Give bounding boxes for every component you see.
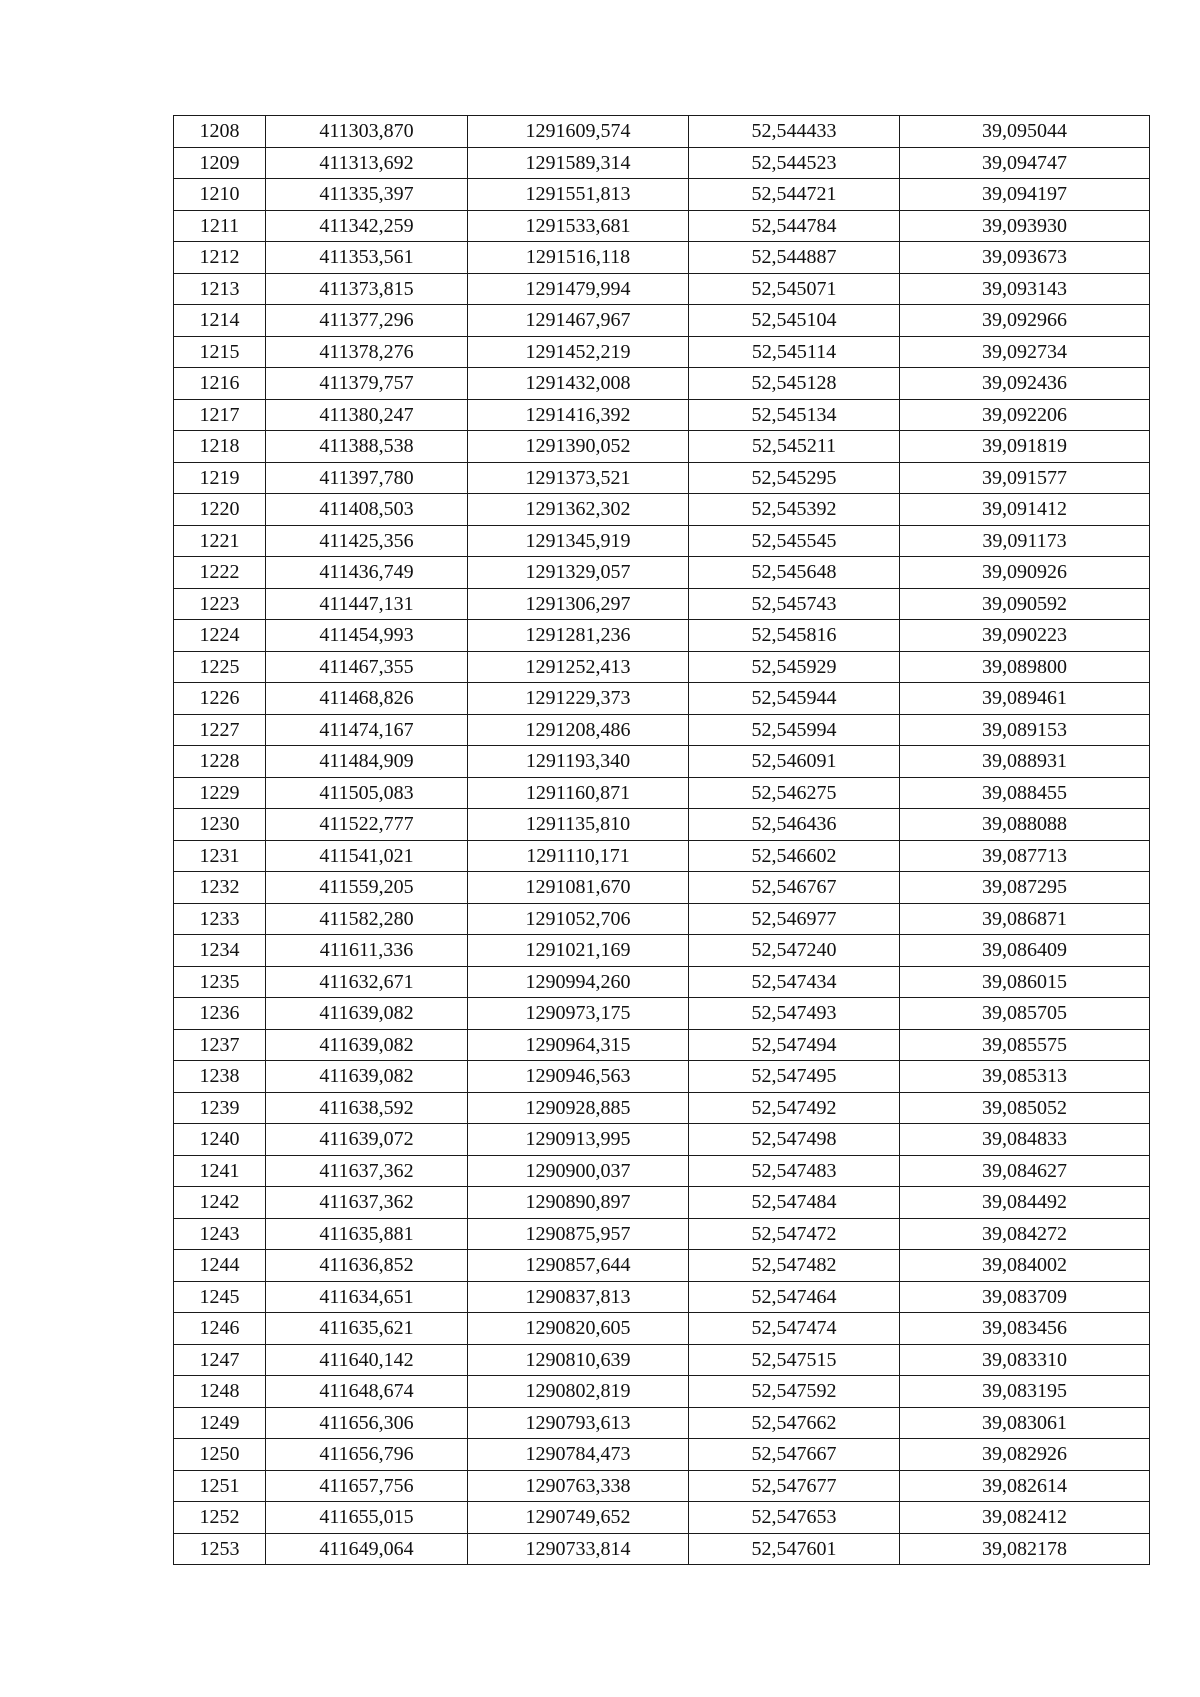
x-coordinate-cell: 411380,247 bbox=[266, 399, 468, 431]
table-row bbox=[174, 462, 1150, 494]
table-row bbox=[174, 714, 1150, 746]
longitude-cell: 39,085313 bbox=[900, 1061, 1150, 1093]
x-coordinate-cell: 411353,561 bbox=[266, 242, 468, 274]
latitude-cell: 52,547677 bbox=[689, 1470, 900, 1502]
y-coordinate-cell: 1291551,813 bbox=[468, 179, 689, 211]
x-coordinate-cell: 411639,082 bbox=[266, 1061, 468, 1093]
longitude-cell: 39,086015 bbox=[900, 966, 1150, 998]
y-coordinate-cell: 1291345,919 bbox=[468, 525, 689, 557]
point-number-cell: 1222 bbox=[174, 557, 266, 589]
table-row bbox=[174, 620, 1150, 652]
longitude-cell: 39,087295 bbox=[900, 872, 1150, 904]
x-coordinate-cell: 411637,362 bbox=[266, 1187, 468, 1219]
x-coordinate-cell: 411657,756 bbox=[266, 1470, 468, 1502]
x-coordinate-cell: 411468,826 bbox=[266, 683, 468, 715]
point-number-cell: 1246 bbox=[174, 1313, 266, 1345]
point-number-cell: 1209 bbox=[174, 147, 266, 179]
table-row bbox=[174, 1029, 1150, 1061]
y-coordinate-cell: 1290964,315 bbox=[468, 1029, 689, 1061]
latitude-cell: 52,547653 bbox=[689, 1502, 900, 1534]
table-row bbox=[174, 1439, 1150, 1471]
longitude-cell: 39,083195 bbox=[900, 1376, 1150, 1408]
latitude-cell: 52,547495 bbox=[689, 1061, 900, 1093]
x-coordinate-cell: 411342,259 bbox=[266, 210, 468, 242]
latitude-cell: 52,546091 bbox=[689, 746, 900, 778]
y-coordinate-cell: 1290784,473 bbox=[468, 1439, 689, 1471]
x-coordinate-cell: 411635,881 bbox=[266, 1218, 468, 1250]
point-number-cell: 1224 bbox=[174, 620, 266, 652]
x-coordinate-cell: 411484,909 bbox=[266, 746, 468, 778]
x-coordinate-cell: 411388,538 bbox=[266, 431, 468, 463]
x-coordinate-cell: 411656,306 bbox=[266, 1407, 468, 1439]
x-coordinate-cell: 411408,503 bbox=[266, 494, 468, 526]
latitude-cell: 52,545134 bbox=[689, 399, 900, 431]
point-number-cell: 1208 bbox=[174, 116, 266, 148]
point-number-cell: 1213 bbox=[174, 273, 266, 305]
x-coordinate-cell: 411373,815 bbox=[266, 273, 468, 305]
y-coordinate-cell: 1290810,639 bbox=[468, 1344, 689, 1376]
y-coordinate-cell: 1291416,392 bbox=[468, 399, 689, 431]
y-coordinate-cell: 1291467,967 bbox=[468, 305, 689, 337]
point-number-cell: 1223 bbox=[174, 588, 266, 620]
coordinates-table-body bbox=[174, 116, 1150, 1565]
x-coordinate-cell: 411303,870 bbox=[266, 116, 468, 148]
x-coordinate-cell: 411637,362 bbox=[266, 1155, 468, 1187]
point-number-cell: 1238 bbox=[174, 1061, 266, 1093]
point-number-cell: 1220 bbox=[174, 494, 266, 526]
table-row bbox=[174, 966, 1150, 998]
table-row bbox=[174, 336, 1150, 368]
table-row bbox=[174, 809, 1150, 841]
latitude-cell: 52,544523 bbox=[689, 147, 900, 179]
x-coordinate-cell: 411639,082 bbox=[266, 1029, 468, 1061]
longitude-cell: 39,092436 bbox=[900, 368, 1150, 400]
latitude-cell: 52,547592 bbox=[689, 1376, 900, 1408]
longitude-cell: 39,085575 bbox=[900, 1029, 1150, 1061]
longitude-cell: 39,084002 bbox=[900, 1250, 1150, 1282]
latitude-cell: 52,547474 bbox=[689, 1313, 900, 1345]
latitude-cell: 52,547498 bbox=[689, 1124, 900, 1156]
longitude-cell: 39,088088 bbox=[900, 809, 1150, 841]
point-number-cell: 1244 bbox=[174, 1250, 266, 1282]
latitude-cell: 52,544433 bbox=[689, 116, 900, 148]
point-number-cell: 1251 bbox=[174, 1470, 266, 1502]
table-row bbox=[174, 903, 1150, 935]
table-row bbox=[174, 746, 1150, 778]
table-row bbox=[174, 1218, 1150, 1250]
point-number-cell: 1225 bbox=[174, 651, 266, 683]
table-row bbox=[174, 1155, 1150, 1187]
y-coordinate-cell: 1291390,052 bbox=[468, 431, 689, 463]
y-coordinate-cell: 1290733,814 bbox=[468, 1533, 689, 1565]
latitude-cell: 52,547492 bbox=[689, 1092, 900, 1124]
point-number-cell: 1215 bbox=[174, 336, 266, 368]
table-row bbox=[174, 1313, 1150, 1345]
point-number-cell: 1230 bbox=[174, 809, 266, 841]
latitude-cell: 52,544887 bbox=[689, 242, 900, 274]
table-row bbox=[174, 242, 1150, 274]
longitude-cell: 39,093673 bbox=[900, 242, 1150, 274]
y-coordinate-cell: 1291281,236 bbox=[468, 620, 689, 652]
y-coordinate-cell: 1291589,314 bbox=[468, 147, 689, 179]
x-coordinate-cell: 411505,083 bbox=[266, 777, 468, 809]
longitude-cell: 39,090926 bbox=[900, 557, 1150, 589]
point-number-cell: 1241 bbox=[174, 1155, 266, 1187]
y-coordinate-cell: 1290890,897 bbox=[468, 1187, 689, 1219]
y-coordinate-cell: 1291609,574 bbox=[468, 116, 689, 148]
latitude-cell: 52,547493 bbox=[689, 998, 900, 1030]
longitude-cell: 39,084272 bbox=[900, 1218, 1150, 1250]
longitude-cell: 39,086409 bbox=[900, 935, 1150, 967]
x-coordinate-cell: 411467,355 bbox=[266, 651, 468, 683]
latitude-cell: 52,547483 bbox=[689, 1155, 900, 1187]
point-number-cell: 1211 bbox=[174, 210, 266, 242]
longitude-cell: 39,091577 bbox=[900, 462, 1150, 494]
table-row bbox=[174, 935, 1150, 967]
table-row bbox=[174, 1344, 1150, 1376]
table-row bbox=[174, 179, 1150, 211]
latitude-cell: 52,545743 bbox=[689, 588, 900, 620]
table-row bbox=[174, 1470, 1150, 1502]
y-coordinate-cell: 1290994,260 bbox=[468, 966, 689, 998]
latitude-cell: 52,545114 bbox=[689, 336, 900, 368]
point-number-cell: 1233 bbox=[174, 903, 266, 935]
longitude-cell: 39,086871 bbox=[900, 903, 1150, 935]
longitude-cell: 39,091412 bbox=[900, 494, 1150, 526]
table-row bbox=[174, 1376, 1150, 1408]
x-coordinate-cell: 411313,692 bbox=[266, 147, 468, 179]
latitude-cell: 52,545104 bbox=[689, 305, 900, 337]
longitude-cell: 39,089800 bbox=[900, 651, 1150, 683]
y-coordinate-cell: 1291329,057 bbox=[468, 557, 689, 589]
y-coordinate-cell: 1290900,037 bbox=[468, 1155, 689, 1187]
longitude-cell: 39,093143 bbox=[900, 273, 1150, 305]
x-coordinate-cell: 411648,674 bbox=[266, 1376, 468, 1408]
x-coordinate-cell: 411634,651 bbox=[266, 1281, 468, 1313]
x-coordinate-cell: 411632,671 bbox=[266, 966, 468, 998]
x-coordinate-cell: 411655,015 bbox=[266, 1502, 468, 1534]
latitude-cell: 52,545211 bbox=[689, 431, 900, 463]
point-number-cell: 1247 bbox=[174, 1344, 266, 1376]
table-row bbox=[174, 1124, 1150, 1156]
y-coordinate-cell: 1290913,995 bbox=[468, 1124, 689, 1156]
longitude-cell: 39,083456 bbox=[900, 1313, 1150, 1345]
x-coordinate-cell: 411638,592 bbox=[266, 1092, 468, 1124]
point-number-cell: 1217 bbox=[174, 399, 266, 431]
y-coordinate-cell: 1291052,706 bbox=[468, 903, 689, 935]
y-coordinate-cell: 1290802,819 bbox=[468, 1376, 689, 1408]
table-row bbox=[174, 557, 1150, 589]
latitude-cell: 52,546275 bbox=[689, 777, 900, 809]
point-number-cell: 1231 bbox=[174, 840, 266, 872]
table-row bbox=[174, 525, 1150, 557]
point-number-cell: 1250 bbox=[174, 1439, 266, 1471]
table-row bbox=[174, 1533, 1150, 1565]
point-number-cell: 1253 bbox=[174, 1533, 266, 1565]
y-coordinate-cell: 1290875,957 bbox=[468, 1218, 689, 1250]
x-coordinate-cell: 411639,072 bbox=[266, 1124, 468, 1156]
y-coordinate-cell: 1290837,813 bbox=[468, 1281, 689, 1313]
y-coordinate-cell: 1291110,171 bbox=[468, 840, 689, 872]
point-number-cell: 1212 bbox=[174, 242, 266, 274]
y-coordinate-cell: 1291160,871 bbox=[468, 777, 689, 809]
latitude-cell: 52,545648 bbox=[689, 557, 900, 589]
longitude-cell: 39,089461 bbox=[900, 683, 1150, 715]
point-number-cell: 1249 bbox=[174, 1407, 266, 1439]
y-coordinate-cell: 1291021,169 bbox=[468, 935, 689, 967]
coordinates-table bbox=[173, 115, 1150, 1565]
table-row bbox=[174, 1281, 1150, 1313]
longitude-cell: 39,082178 bbox=[900, 1533, 1150, 1565]
longitude-cell: 39,090223 bbox=[900, 620, 1150, 652]
longitude-cell: 39,091173 bbox=[900, 525, 1150, 557]
table-row bbox=[174, 494, 1150, 526]
longitude-cell: 39,087713 bbox=[900, 840, 1150, 872]
longitude-cell: 39,093930 bbox=[900, 210, 1150, 242]
latitude-cell: 52,545944 bbox=[689, 683, 900, 715]
table-row bbox=[174, 305, 1150, 337]
table-row bbox=[174, 147, 1150, 179]
y-coordinate-cell: 1291452,219 bbox=[468, 336, 689, 368]
latitude-cell: 52,545071 bbox=[689, 273, 900, 305]
latitude-cell: 52,545929 bbox=[689, 651, 900, 683]
point-number-cell: 1210 bbox=[174, 179, 266, 211]
longitude-cell: 39,094747 bbox=[900, 147, 1150, 179]
point-number-cell: 1229 bbox=[174, 777, 266, 809]
table-row bbox=[174, 210, 1150, 242]
latitude-cell: 52,547240 bbox=[689, 935, 900, 967]
latitude-cell: 52,547482 bbox=[689, 1250, 900, 1282]
longitude-cell: 39,091819 bbox=[900, 431, 1150, 463]
latitude-cell: 52,545128 bbox=[689, 368, 900, 400]
y-coordinate-cell: 1291229,373 bbox=[468, 683, 689, 715]
longitude-cell: 39,092734 bbox=[900, 336, 1150, 368]
x-coordinate-cell: 411582,280 bbox=[266, 903, 468, 935]
table-row bbox=[174, 840, 1150, 872]
longitude-cell: 39,084627 bbox=[900, 1155, 1150, 1187]
x-coordinate-cell: 411541,021 bbox=[266, 840, 468, 872]
x-coordinate-cell: 411522,777 bbox=[266, 809, 468, 841]
x-coordinate-cell: 411474,167 bbox=[266, 714, 468, 746]
y-coordinate-cell: 1291135,810 bbox=[468, 809, 689, 841]
latitude-cell: 52,546602 bbox=[689, 840, 900, 872]
point-number-cell: 1218 bbox=[174, 431, 266, 463]
point-number-cell: 1221 bbox=[174, 525, 266, 557]
longitude-cell: 39,084492 bbox=[900, 1187, 1150, 1219]
latitude-cell: 52,546977 bbox=[689, 903, 900, 935]
x-coordinate-cell: 411611,336 bbox=[266, 935, 468, 967]
y-coordinate-cell: 1290928,885 bbox=[468, 1092, 689, 1124]
longitude-cell: 39,084833 bbox=[900, 1124, 1150, 1156]
x-coordinate-cell: 411425,356 bbox=[266, 525, 468, 557]
y-coordinate-cell: 1290973,175 bbox=[468, 998, 689, 1030]
longitude-cell: 39,082412 bbox=[900, 1502, 1150, 1534]
x-coordinate-cell: 411447,131 bbox=[266, 588, 468, 620]
x-coordinate-cell: 411635,621 bbox=[266, 1313, 468, 1345]
latitude-cell: 52,546436 bbox=[689, 809, 900, 841]
point-number-cell: 1242 bbox=[174, 1187, 266, 1219]
longitude-cell: 39,089153 bbox=[900, 714, 1150, 746]
latitude-cell: 52,545392 bbox=[689, 494, 900, 526]
latitude-cell: 52,545545 bbox=[689, 525, 900, 557]
latitude-cell: 52,547464 bbox=[689, 1281, 900, 1313]
x-coordinate-cell: 411559,205 bbox=[266, 872, 468, 904]
x-coordinate-cell: 411640,142 bbox=[266, 1344, 468, 1376]
point-number-cell: 1239 bbox=[174, 1092, 266, 1124]
point-number-cell: 1240 bbox=[174, 1124, 266, 1156]
y-coordinate-cell: 1291432,008 bbox=[468, 368, 689, 400]
longitude-cell: 39,090592 bbox=[900, 588, 1150, 620]
table-row bbox=[174, 1502, 1150, 1534]
y-coordinate-cell: 1291479,994 bbox=[468, 273, 689, 305]
latitude-cell: 52,547662 bbox=[689, 1407, 900, 1439]
point-number-cell: 1236 bbox=[174, 998, 266, 1030]
latitude-cell: 52,545816 bbox=[689, 620, 900, 652]
latitude-cell: 52,544721 bbox=[689, 179, 900, 211]
y-coordinate-cell: 1290857,644 bbox=[468, 1250, 689, 1282]
point-number-cell: 1245 bbox=[174, 1281, 266, 1313]
x-coordinate-cell: 411335,397 bbox=[266, 179, 468, 211]
y-coordinate-cell: 1291208,486 bbox=[468, 714, 689, 746]
point-number-cell: 1219 bbox=[174, 462, 266, 494]
latitude-cell: 52,544784 bbox=[689, 210, 900, 242]
x-coordinate-cell: 411656,796 bbox=[266, 1439, 468, 1471]
table-row bbox=[174, 273, 1150, 305]
point-number-cell: 1243 bbox=[174, 1218, 266, 1250]
latitude-cell: 52,547515 bbox=[689, 1344, 900, 1376]
latitude-cell: 52,547494 bbox=[689, 1029, 900, 1061]
point-number-cell: 1216 bbox=[174, 368, 266, 400]
table-row bbox=[174, 1061, 1150, 1093]
latitude-cell: 52,547601 bbox=[689, 1533, 900, 1565]
longitude-cell: 39,083310 bbox=[900, 1344, 1150, 1376]
longitude-cell: 39,088931 bbox=[900, 746, 1150, 778]
table-row bbox=[174, 998, 1150, 1030]
point-number-cell: 1234 bbox=[174, 935, 266, 967]
y-coordinate-cell: 1291362,302 bbox=[468, 494, 689, 526]
y-coordinate-cell: 1291533,681 bbox=[468, 210, 689, 242]
point-number-cell: 1232 bbox=[174, 872, 266, 904]
point-number-cell: 1237 bbox=[174, 1029, 266, 1061]
point-number-cell: 1226 bbox=[174, 683, 266, 715]
y-coordinate-cell: 1291373,521 bbox=[468, 462, 689, 494]
table-row bbox=[174, 777, 1150, 809]
longitude-cell: 39,094197 bbox=[900, 179, 1150, 211]
longitude-cell: 39,088455 bbox=[900, 777, 1150, 809]
latitude-cell: 52,547472 bbox=[689, 1218, 900, 1250]
x-coordinate-cell: 411649,064 bbox=[266, 1533, 468, 1565]
longitude-cell: 39,083709 bbox=[900, 1281, 1150, 1313]
latitude-cell: 52,545295 bbox=[689, 462, 900, 494]
point-number-cell: 1228 bbox=[174, 746, 266, 778]
x-coordinate-cell: 411436,749 bbox=[266, 557, 468, 589]
table-row bbox=[174, 588, 1150, 620]
x-coordinate-cell: 411636,852 bbox=[266, 1250, 468, 1282]
y-coordinate-cell: 1291306,297 bbox=[468, 588, 689, 620]
table-row bbox=[174, 1187, 1150, 1219]
y-coordinate-cell: 1290946,563 bbox=[468, 1061, 689, 1093]
point-number-cell: 1248 bbox=[174, 1376, 266, 1408]
x-coordinate-cell: 411454,993 bbox=[266, 620, 468, 652]
x-coordinate-cell: 411377,296 bbox=[266, 305, 468, 337]
table-row bbox=[174, 1407, 1150, 1439]
latitude-cell: 52,547434 bbox=[689, 966, 900, 998]
latitude-cell: 52,545994 bbox=[689, 714, 900, 746]
point-number-cell: 1235 bbox=[174, 966, 266, 998]
y-coordinate-cell: 1291516,118 bbox=[468, 242, 689, 274]
y-coordinate-cell: 1290749,652 bbox=[468, 1502, 689, 1534]
point-number-cell: 1227 bbox=[174, 714, 266, 746]
y-coordinate-cell: 1290793,613 bbox=[468, 1407, 689, 1439]
latitude-cell: 52,547667 bbox=[689, 1439, 900, 1471]
latitude-cell: 52,546767 bbox=[689, 872, 900, 904]
point-number-cell: 1252 bbox=[174, 1502, 266, 1534]
table-row bbox=[174, 431, 1150, 463]
x-coordinate-cell: 411379,757 bbox=[266, 368, 468, 400]
x-coordinate-cell: 411639,082 bbox=[266, 998, 468, 1030]
table-row bbox=[174, 651, 1150, 683]
y-coordinate-cell: 1291252,413 bbox=[468, 651, 689, 683]
table-row bbox=[174, 872, 1150, 904]
table-row bbox=[174, 399, 1150, 431]
longitude-cell: 39,082926 bbox=[900, 1439, 1150, 1471]
longitude-cell: 39,092206 bbox=[900, 399, 1150, 431]
longitude-cell: 39,082614 bbox=[900, 1470, 1150, 1502]
x-coordinate-cell: 411378,276 bbox=[266, 336, 468, 368]
point-number-cell: 1214 bbox=[174, 305, 266, 337]
longitude-cell: 39,095044 bbox=[900, 116, 1150, 148]
latitude-cell: 52,547484 bbox=[689, 1187, 900, 1219]
table-row bbox=[174, 368, 1150, 400]
longitude-cell: 39,092966 bbox=[900, 305, 1150, 337]
y-coordinate-cell: 1291081,670 bbox=[468, 872, 689, 904]
y-coordinate-cell: 1290763,338 bbox=[468, 1470, 689, 1502]
longitude-cell: 39,085052 bbox=[900, 1092, 1150, 1124]
longitude-cell: 39,085705 bbox=[900, 998, 1150, 1030]
table-row bbox=[174, 1092, 1150, 1124]
y-coordinate-cell: 1290820,605 bbox=[468, 1313, 689, 1345]
table-row bbox=[174, 116, 1150, 148]
x-coordinate-cell: 411397,780 bbox=[266, 462, 468, 494]
y-coordinate-cell: 1291193,340 bbox=[468, 746, 689, 778]
table-row bbox=[174, 683, 1150, 715]
table-row bbox=[174, 1250, 1150, 1282]
longitude-cell: 39,083061 bbox=[900, 1407, 1150, 1439]
